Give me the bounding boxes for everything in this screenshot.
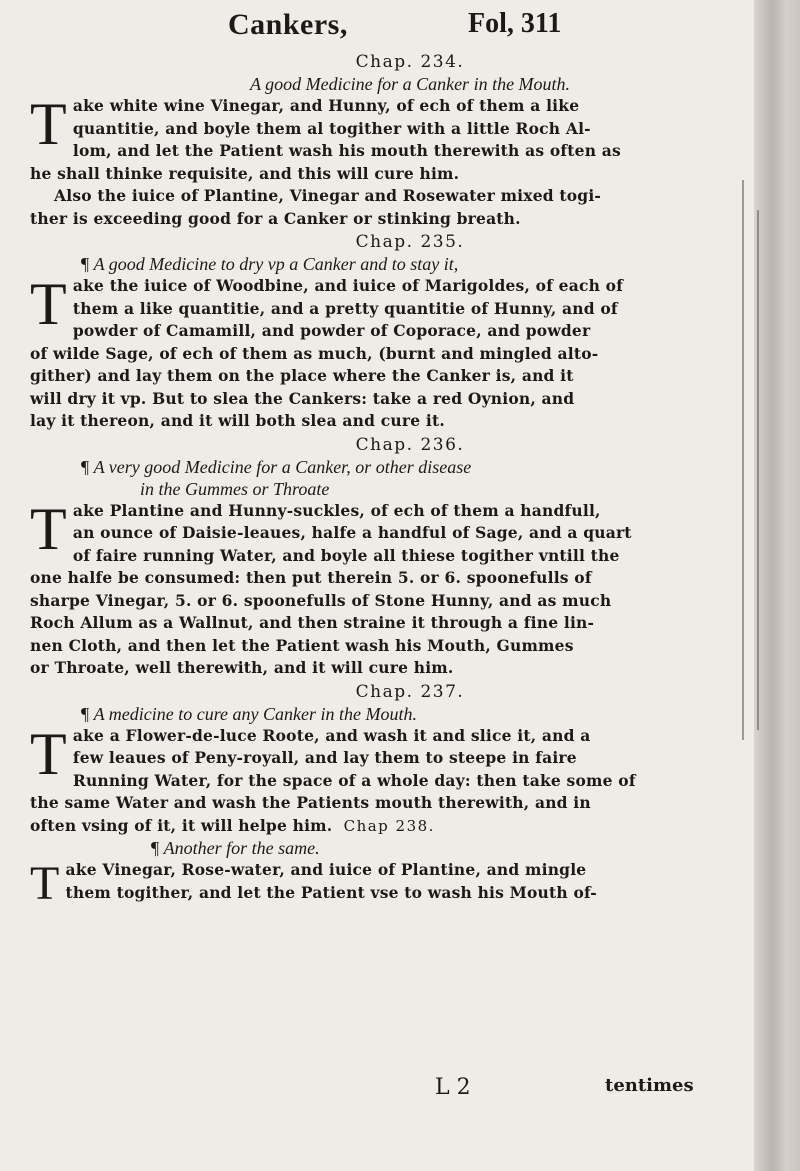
text-line: one halfe be consumed: then put therein 5. or 6. spoonefulls of	[30, 568, 592, 587]
page-edge-line	[742, 180, 744, 740]
text-line: he shall thinke requisite, and this will cure him.	[30, 163, 460, 183]
text-line: ake a Flower-de-luce Roote, and wash it and slice it, and a	[72, 725, 591, 745]
chapter-number: Chap. 236.	[355, 434, 465, 455]
text-line: ther is exceeding good for a Canker or stinking breath.	[30, 208, 521, 228]
text-line: quantitie, and boyle them al togither with a little Roch Al-	[72, 118, 591, 138]
recipe-heading: ¶ A good Medicine to dry vp a Canker and to stay it,	[80, 254, 459, 274]
chapter-number: Chap. 237.	[355, 681, 465, 702]
text-line: gither) and lay them on the place where the Canker is, and it	[30, 366, 574, 385]
text-line: lom, and let the Patient wash his mouth therewith as often as	[72, 141, 621, 160]
text-line-fragment: often vsing of it, it will helpe him.	[30, 815, 333, 835]
chapter-number: Chap. 235.	[355, 232, 465, 252]
text-line: them a like quantitie, and a pretty quantitie of Hunny, and of	[72, 298, 618, 318]
recipe-heading: ¶ A medicine to cure any Canker in the Mouth.	[80, 703, 418, 724]
recipe-heading: ¶ A very good Medicine for a Canker, or other disease	[80, 456, 472, 477]
recipe-body	[30, 857, 730, 910]
recipe-heading: ¶ Another for the same.	[150, 838, 320, 858]
signature-mark: L 2	[435, 1075, 471, 1100]
text-line: ake Plantine and Hunny-suckles, of ech of them a handfull,	[72, 500, 601, 520]
chapter-number: Chap. 234.	[355, 52, 465, 72]
text-line: Also the iuice of Plantine, Vinegar and Rosewater mixed togi-	[54, 186, 602, 205]
page-gutter-shadow	[754, 0, 800, 1171]
recipe-body	[30, 720, 730, 838]
page-text	[30, 50, 730, 910]
text-line: powder of Camamill, and powder of Coporace, and powder	[72, 321, 591, 340]
text-line: of faire running Water, and boyle all thiese togither vntill the	[72, 545, 620, 565]
text-line: the same Water and wash the Patients mouth therewith, and in	[30, 793, 591, 812]
text-line: lay it thereon, and it will both slea and cure it.	[30, 411, 445, 430]
drop-cap: T	[30, 857, 60, 910]
recipe-heading: A good Medicine for a Canker in the Mouth.	[249, 74, 571, 94]
catchword: tentimes	[605, 1075, 694, 1096]
text-line: will dry it vp. But to slea the Cankers: take a red Oynion, and	[30, 388, 575, 408]
text-line: them togither, and let the Patient vse to wash his Mouth of-	[65, 882, 597, 902]
chapter-number-inline: Chap 238.	[343, 816, 435, 835]
drop-cap: T	[30, 91, 67, 157]
folio-number: Fol, 311	[468, 8, 562, 39]
text-line: of wilde Sage, of ech of them as much, (burnt and mingled alto-	[30, 343, 599, 363]
drop-cap: T	[30, 495, 67, 562]
recipe-body	[30, 495, 730, 680]
text-line: nen Cloth, and then let the Patient wash his Mouth, Gummes	[30, 635, 574, 655]
text-line: Roch Allum as a Wallnut, and then straine it through a fine lin-	[30, 613, 595, 632]
text-line: ake Vinegar, Rose-water, and iuice of Plantine, and mingle	[65, 860, 587, 879]
recipe-body	[30, 271, 730, 433]
text-line: Running Water, for the space of a whole day: then take some of	[72, 770, 636, 790]
recipe-body	[30, 91, 730, 230]
recipe-heading-continued: in the Gummes or Throate	[140, 478, 330, 499]
text-line: ake white wine Vinegar, and Hunny, of ech of them a like	[72, 96, 580, 115]
drop-cap: T	[30, 720, 67, 787]
running-title: Cankers,	[228, 8, 348, 41]
drop-cap: T	[30, 271, 67, 337]
text-line: an ounce of Daisie-leaues, halfe a handful of Sage, and a quart	[72, 523, 632, 542]
page-edge-line	[757, 210, 759, 730]
text-line: or Throate, well therewith, and it will cure him.	[30, 658, 454, 677]
text-line: few leaues of Peny-royall, and lay them to steepe in faire	[72, 748, 577, 767]
text-line: ake the iuice of Woodbine, and iuice of Marigoldes, of each of	[72, 276, 624, 295]
running-header	[0, 8, 772, 52]
text-line	[30, 815, 730, 838]
page-footer	[0, 1075, 772, 1101]
text-line: sharpe Vinegar, 5. or 6. spoonefulls of Stone Hunny, and as much	[30, 590, 612, 610]
